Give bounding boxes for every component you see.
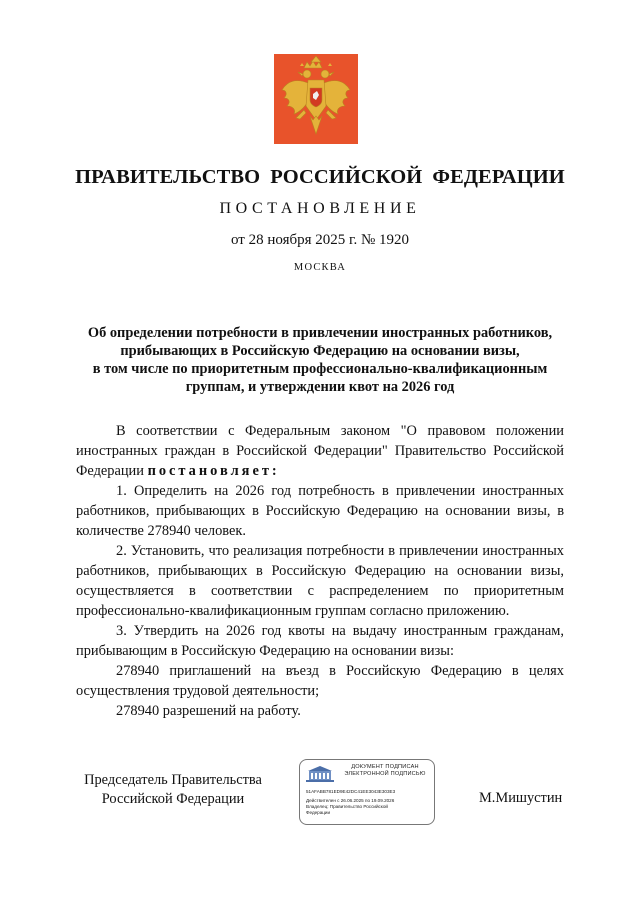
- preamble-text: В соответствии с Федеральным законом "О правовом положении иностранных граждан в Российской Федерации" Правительство Российской Федерации: [76, 423, 564, 479]
- clause-1: 1. Определить на 2026 год потребность в привлечении иностранных работников, прибывающих в Российскую Федерацию на основании визы, в количестве 278940 человек.: [76, 483, 564, 539]
- clause-3: 3. Утвердить на 2026 год квоты на выдачу иностранным гражданам, прибывающим в Российскую Федерацию на основании визы:: [76, 623, 564, 659]
- signer-position-line: Председатель Правительства: [84, 772, 262, 788]
- government-building-icon: [305, 765, 335, 783]
- government-title: [0, 166, 640, 189]
- coat-of-arms-emblem: [274, 54, 358, 144]
- government-title-word-2: РОССИЙСКОЙ: [270, 166, 423, 188]
- document-heading: [40, 324, 600, 396]
- decree-word: постановляет:: [147, 463, 280, 479]
- quota-invitations: 278940 приглашений на въезд в Российскую Федерацию в целях осуществления трудовой деятельности;: [76, 663, 564, 699]
- stamp-title-line: ДОКУМЕНТ ПОДПИСАН: [351, 764, 419, 770]
- signer-name: М.Мишустин: [479, 790, 563, 806]
- stamp-owner: Владелец: Правительство Российской: [306, 804, 388, 809]
- stamp-owner-continued: Федерации: [306, 810, 331, 815]
- clause-2: 2. Установить, что реализация потребности в привлечении иностранных работников, прибывающих в Российскую Федерацию на основании визы, осуществляется в соответствии с распределением по приоритетным профессионально-квалификационным группам согласно приложению.: [76, 543, 564, 619]
- document-heading-line: Об определении потребности в привлечении иностранных работников,: [87, 325, 553, 341]
- stamp-title-line: ЭЛЕКТРОННОЙ ПОДПИСЬЮ: [344, 771, 426, 777]
- stamp-certificate-serial: 51AFABB781ED9E42DC41EE3043E303E3: [306, 789, 396, 794]
- government-title-word-3: ФЕДЕРАЦИИ: [432, 166, 565, 188]
- document-date-number: от 28 ноября 2025 г. № 1920: [230, 232, 410, 248]
- document-heading-line: в том числе по приоритетным профессионально-квалификационным: [92, 361, 548, 377]
- signer-position-line: Российской Федерации: [101, 791, 245, 807]
- quota-work-permits: 278940 разрешений на работу.: [116, 703, 301, 719]
- document-type: ПОСТАНОВЛЕНИЕ: [219, 200, 421, 217]
- document-city: МОСКВА: [293, 262, 347, 273]
- government-title-word-1: ПРАВИТЕЛЬСТВО: [75, 166, 261, 188]
- document-body: [76, 421, 564, 721]
- stamp-validity: Действителен с 26.06.2025 по 19.09.2026: [306, 798, 395, 803]
- electronic-signature-stamp: [299, 759, 435, 825]
- stamp-title: [338, 764, 432, 778]
- signer-position: [78, 771, 268, 809]
- document-heading-line: группам, и утверждении квот на 2026 год: [185, 379, 455, 395]
- document-heading-line: прибывающих в Российскую Федерацию на основании визы,: [120, 343, 520, 359]
- preamble-paragraph: [76, 421, 564, 481]
